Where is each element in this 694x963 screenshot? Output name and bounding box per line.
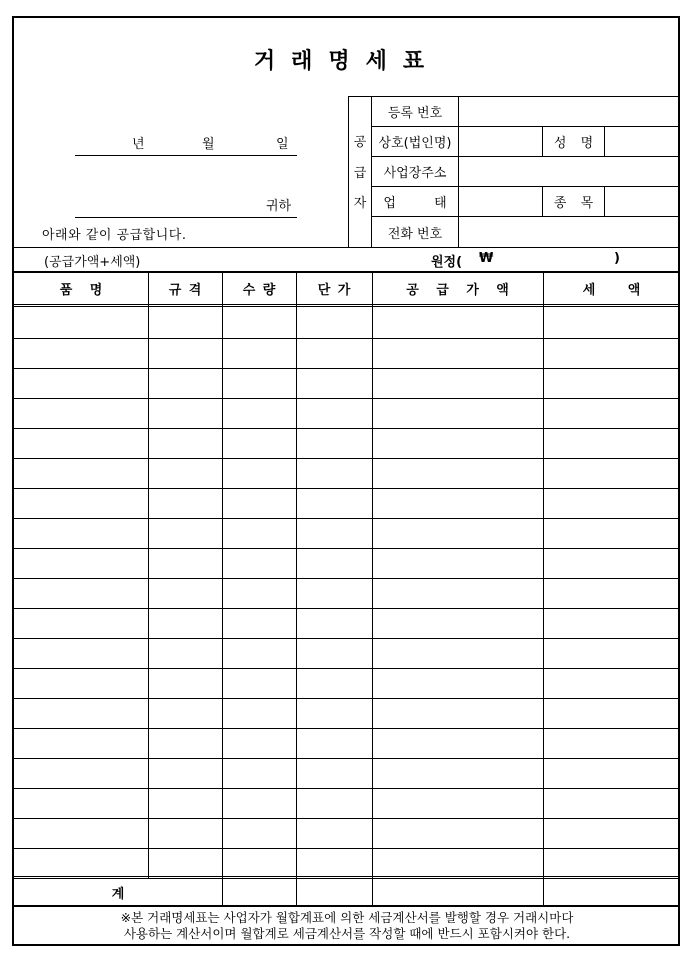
table-cell[interactable]: [15, 699, 148, 728]
table-cell[interactable]: [149, 309, 222, 338]
table-cell[interactable]: [297, 339, 372, 368]
table-cell[interactable]: [544, 579, 680, 608]
column-header-char: 세: [582, 282, 596, 298]
table-cell[interactable]: [297, 669, 372, 698]
business-type-field[interactable]: [459, 187, 542, 216]
table-cell[interactable]: [149, 669, 222, 698]
sum-cell[interactable]: [223, 880, 296, 905]
table-cell[interactable]: [373, 759, 543, 788]
table-cell[interactable]: [297, 519, 372, 548]
registration-number-field[interactable]: [459, 97, 680, 126]
column-header-char: 액: [627, 282, 641, 298]
table-cell[interactable]: [373, 519, 543, 548]
column-header-char: 가: [466, 282, 479, 298]
column-header-4: [314, 272, 354, 304]
table-cell[interactable]: [223, 609, 296, 638]
table-cell[interactable]: [373, 489, 543, 518]
table-cell[interactable]: [223, 849, 296, 878]
table-cell[interactable]: [149, 699, 222, 728]
table-cell[interactable]: [373, 669, 543, 698]
table-cell[interactable]: [544, 369, 680, 398]
column-header-char: 규: [168, 282, 182, 298]
table-cell[interactable]: [149, 609, 222, 638]
business-address-field[interactable]: [459, 157, 680, 186]
business-item-label: 종 목: [553, 196, 594, 211]
table-cell[interactable]: [544, 609, 680, 638]
column-header-char: 수: [242, 282, 256, 298]
table-cell[interactable]: [544, 519, 680, 548]
table-cell[interactable]: [15, 369, 148, 398]
table-cell[interactable]: [544, 699, 680, 728]
column-header-char: 품: [59, 282, 73, 298]
table-cell[interactable]: [373, 849, 543, 878]
supplier-side-label-1: 공: [353, 134, 367, 150]
table-cell[interactable]: [373, 369, 543, 398]
table-cell[interactable]: [297, 819, 372, 848]
total-amount-label: 원정(: [431, 255, 463, 270]
table-cell[interactable]: [223, 639, 296, 668]
table-cell[interactable]: [15, 849, 148, 878]
table-cell[interactable]: [373, 729, 543, 758]
table-cell[interactable]: [149, 759, 222, 788]
table-cell[interactable]: [373, 819, 543, 848]
table-cell[interactable]: [223, 339, 296, 368]
business-type-label: 업 태: [383, 196, 447, 211]
table-cell[interactable]: [149, 429, 222, 458]
table-cell[interactable]: [544, 639, 680, 668]
column-header-char: 공: [406, 282, 419, 298]
table-cell[interactable]: [297, 399, 372, 428]
table-cell[interactable]: [373, 309, 543, 338]
footnote-line-1: ※본 거래명세표는 사업자가 월합계표에 의한 세금계산서를 발행할 경우 거래시마다: [120, 910, 574, 925]
table-cell[interactable]: [297, 309, 372, 338]
table-cell[interactable]: [373, 789, 543, 818]
table-cell[interactable]: [373, 579, 543, 608]
table-cell[interactable]: [297, 759, 372, 788]
table-cell[interactable]: [544, 489, 680, 518]
table-cell[interactable]: [373, 459, 543, 488]
column-header-char: 량: [262, 282, 276, 298]
table-cell[interactable]: [223, 519, 296, 548]
page-title: 거래명세표: [253, 48, 441, 74]
table-cell[interactable]: [149, 639, 222, 668]
table-cell[interactable]: [373, 399, 543, 428]
table-cell[interactable]: [297, 489, 372, 518]
table-cell[interactable]: [544, 759, 680, 788]
table-cell[interactable]: [15, 399, 148, 428]
column-header-char: 단: [317, 282, 331, 298]
table-cell[interactable]: [15, 459, 148, 488]
sum-cell[interactable]: [544, 880, 680, 905]
table-cell[interactable]: [223, 579, 296, 608]
table-cell[interactable]: [15, 579, 148, 608]
table-cell[interactable]: [544, 849, 680, 878]
table-cell[interactable]: [544, 339, 680, 368]
column-header-char: 가: [337, 282, 351, 298]
table-cell[interactable]: [297, 849, 372, 878]
total-amount-close: ): [614, 251, 620, 266]
sum-cell[interactable]: [297, 880, 372, 905]
date-year-label: 년: [132, 137, 145, 152]
company-name-label: 상호(법인명): [378, 136, 452, 151]
column-header-char: 액: [496, 282, 509, 298]
column-header-char: 급: [436, 282, 449, 298]
table-cell[interactable]: [223, 429, 296, 458]
table-cell[interactable]: [544, 819, 680, 848]
table-cell[interactable]: [223, 309, 296, 338]
table-cell[interactable]: [15, 339, 148, 368]
column-header-6: [567, 272, 657, 304]
table-cell[interactable]: [544, 429, 680, 458]
table-cell[interactable]: [297, 549, 372, 578]
table-cell[interactable]: [544, 789, 680, 818]
sum-cell[interactable]: [373, 880, 543, 905]
business-address-label: 사업장주소: [383, 166, 447, 181]
table-cell[interactable]: [223, 729, 296, 758]
table-cell[interactable]: [297, 579, 372, 608]
company-name-field[interactable]: [459, 127, 542, 156]
table-cell[interactable]: [149, 369, 222, 398]
table-cell[interactable]: [15, 789, 148, 818]
table-cell[interactable]: [223, 819, 296, 848]
table-cell[interactable]: [15, 309, 148, 338]
currency-symbol: ₩: [479, 251, 494, 266]
table-cell[interactable]: [373, 549, 543, 578]
representative-name-field[interactable]: [605, 127, 680, 156]
sum-row-label: 계: [111, 887, 125, 902]
table-cell[interactable]: [15, 609, 148, 638]
table-cell[interactable]: [297, 459, 372, 488]
table-cell[interactable]: [149, 489, 222, 518]
table-cell[interactable]: [149, 789, 222, 818]
table-cell[interactable]: [544, 549, 680, 578]
column-header-5: [398, 272, 518, 304]
table-cell[interactable]: [15, 819, 148, 848]
table-cell[interactable]: [373, 429, 543, 458]
table-cell[interactable]: [544, 309, 680, 338]
table-cell[interactable]: [297, 639, 372, 668]
table-cell[interactable]: [223, 669, 296, 698]
date-month-label: 월: [202, 137, 215, 152]
table-cell[interactable]: [544, 669, 680, 698]
table-cell[interactable]: [149, 729, 222, 758]
recipient-suffix: 귀하: [266, 199, 292, 214]
column-header-char: 명: [89, 282, 103, 298]
table-cell[interactable]: [223, 759, 296, 788]
table-cell[interactable]: [544, 729, 680, 758]
table-cell[interactable]: [373, 339, 543, 368]
column-header-1: [51, 272, 111, 304]
table-cell[interactable]: [297, 789, 372, 818]
table-cell[interactable]: [15, 669, 148, 698]
table-cell[interactable]: [223, 459, 296, 488]
supplier-side-label-2: 급: [353, 165, 367, 181]
representative-name-label: 성 명: [553, 136, 594, 151]
footnote-line-2: 사용하는 계산서이며 월합계로 세금계산서를 작성할 때에 반드시 포함시켜야 한다.: [123, 926, 571, 941]
table-cell[interactable]: [544, 459, 680, 488]
supply-statement: 아래와 같이 공급합니다.: [42, 228, 187, 243]
table-cell[interactable]: [373, 609, 543, 638]
table-cell[interactable]: [544, 399, 680, 428]
table-cell[interactable]: [373, 639, 543, 668]
table-cell[interactable]: [149, 339, 222, 368]
table-cell[interactable]: [149, 549, 222, 578]
table-cell[interactable]: [15, 489, 148, 518]
phone-number-label: 전화 번호: [387, 226, 443, 242]
column-header-char: 격: [188, 282, 202, 298]
column-header-3: [239, 272, 279, 304]
table-cell[interactable]: [149, 849, 222, 878]
table-cell[interactable]: [15, 429, 148, 458]
table-cell[interactable]: [297, 369, 372, 398]
recipient-underline: [75, 217, 297, 218]
table-cell[interactable]: [223, 549, 296, 578]
table-cell[interactable]: [373, 699, 543, 728]
table-cell[interactable]: [297, 729, 372, 758]
table-cell[interactable]: [15, 759, 148, 788]
date-day-label: 일: [276, 137, 289, 152]
table-cell[interactable]: [223, 699, 296, 728]
business-item-field[interactable]: [605, 187, 680, 216]
table-cell[interactable]: [149, 519, 222, 548]
table-cell[interactable]: [15, 639, 148, 668]
table-cell[interactable]: [297, 429, 372, 458]
table-cell[interactable]: [223, 369, 296, 398]
column-header-2: [165, 272, 205, 304]
table-cell[interactable]: [297, 609, 372, 638]
table-cell[interactable]: [223, 789, 296, 818]
table-cell[interactable]: [15, 519, 148, 548]
supplier-side-label-3: 자: [353, 195, 367, 211]
table-cell[interactable]: [15, 549, 148, 578]
table-cell[interactable]: [149, 459, 222, 488]
date-underline: [75, 155, 297, 156]
total-formula: (공급가액+세액): [44, 255, 141, 270]
table-cell[interactable]: [149, 819, 222, 848]
registration-number-label: 등록 번호: [387, 106, 443, 121]
table-cell[interactable]: [223, 489, 296, 518]
table-cell[interactable]: [297, 699, 372, 728]
table-cell[interactable]: [15, 729, 148, 758]
table-cell[interactable]: [149, 579, 222, 608]
table-cell[interactable]: [149, 399, 222, 428]
table-cell[interactable]: [223, 399, 296, 428]
phone-number-field[interactable]: [459, 217, 680, 247]
